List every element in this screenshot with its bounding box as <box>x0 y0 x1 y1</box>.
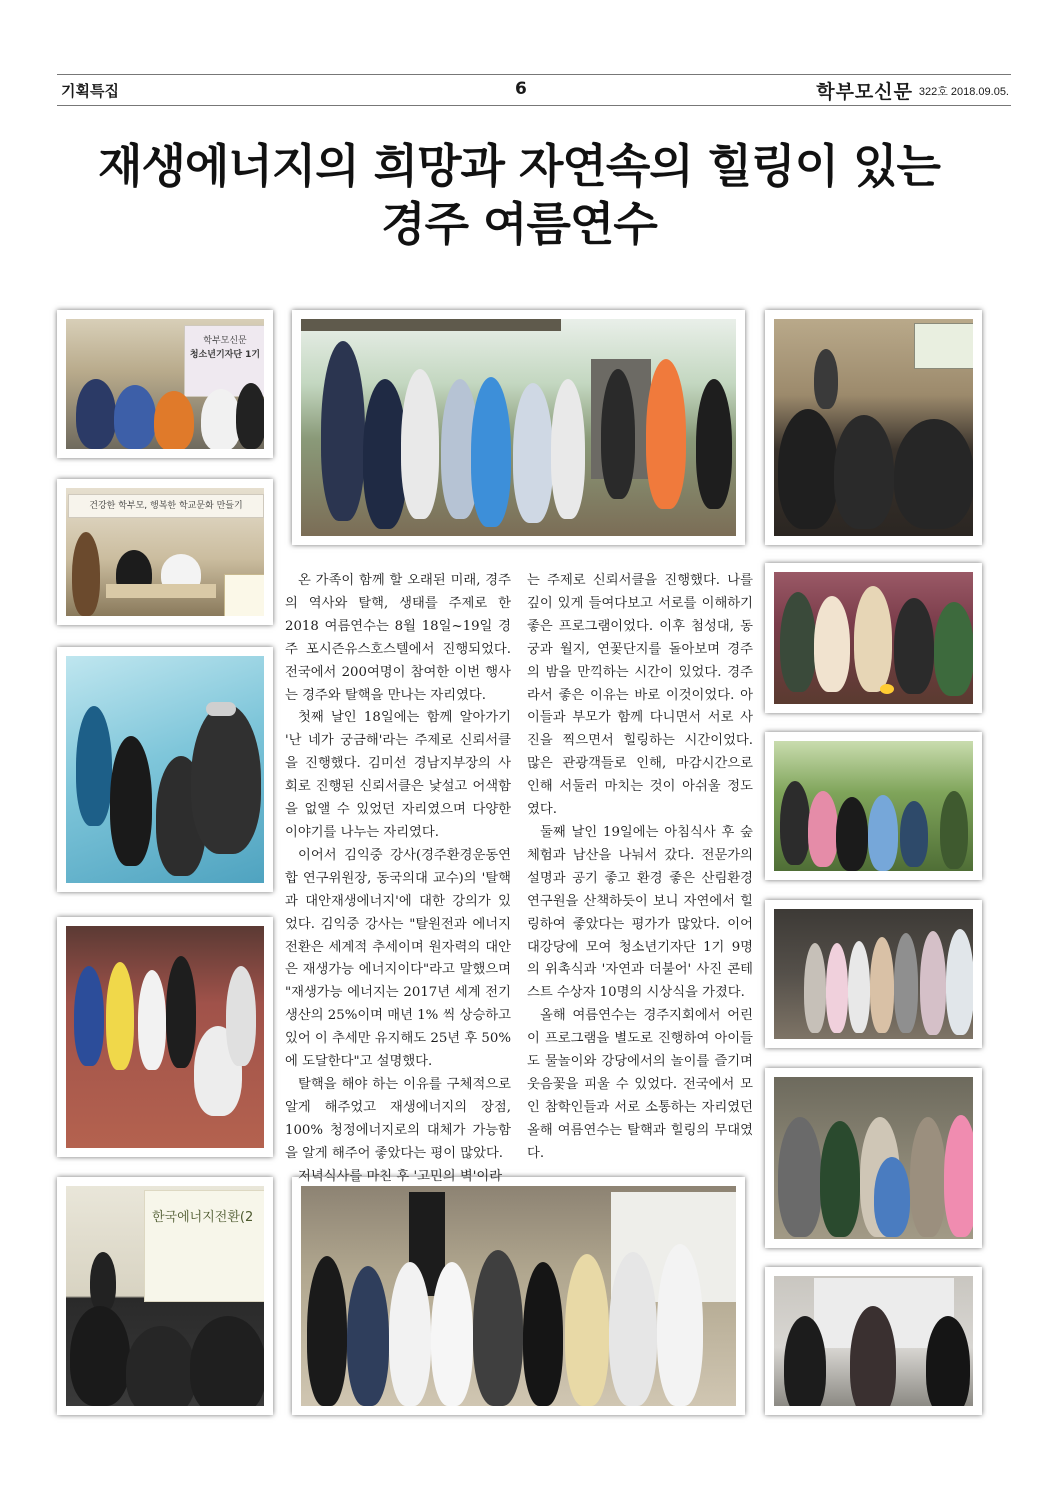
col1-paragraph-3: 이어서 김익중 강사(경주환경운동연합 연구위원장, 동국의대 교수)의 '탈핵과 대안재생에너지'에 대한 강의가 있었다. 김익중 강사는 "탈원전과 에너지전환은 세계적 추세이며 원자력의 대안은 재생가능 에너지이다"라고 말했으며 "재생가능 에너지는 2017년 세계 전기생산의 25%이며 매년 1% 씩 상승하고 있어 이 추세만 유지해도 25년 후 50%에 도달한다"고 설명했다. <box>285 847 511 1070</box>
col2-paragraph-3: 올해 여름연수는 경주지회에서 어린이 프로그램을 별도로 진행하여 아이들도 물놀이와 강당에서의 놀이를 즐기며 웃음꽃을 피울 수 있었다. 전국에서 모인 참학인들과 서로 소통하는 자리였던 올해 여름연수는 탈핵과 힐링의 무대였다. <box>527 1008 753 1161</box>
banner-reporter-title: 청소년기자단 1기 <box>189 350 261 360</box>
headline-line-1: 재생에너지의 희망과 자연속의 힐링이 있는 <box>98 139 940 193</box>
photo-center-stretching <box>292 310 745 545</box>
col2-paragraph-2: 둘째 날인 19일에는 아침식사 후 숲체험과 남산을 나눠서 갔다. 전문가의 설명과 공기 좋고 환경 좋은 산림환경연구원을 산책하듯이 보니 자연에서 힐링하여 좋았다는 평가가 많았다. 이어 대강당에 모여 청소년기자단 1기 9명의 위촉식과 '자연과 더불어' 사진 콘테스트 수상자 10명의 시상식을 가졌다. <box>527 824 753 1001</box>
col1-paragraph-2: 첫째 날인 18일에는 함께 알아가기 '난 네가 궁금해'라는 주제로 신뢰서클을 진행했다. 김미선 경남지부장의 사회로 진행된 신뢰서클은 낯설고 어색함을 없앨 수 있었던 자리였으며 다양한 이야기를 나누는 자리였다. <box>285 710 511 840</box>
photo-left-1 <box>57 310 273 458</box>
photo-right-5 <box>765 1068 982 1248</box>
page-number: 6 <box>515 79 527 99</box>
section-label: 기획특집 <box>61 82 119 100</box>
col1-paragraph-5: 저녁식사를 마친 후 '고민의 벽'이라 <box>298 1168 503 1184</box>
article-column-2 <box>527 570 753 1166</box>
photo-left-4 <box>57 917 273 1157</box>
col1-paragraph-1: 온 가족이 함께 할 오래된 미래, 경주의 역사와 탈핵, 생태를 주제로 한 2018 여름연수는 8월 18일~19일 경주 포시즌유스호스텔에서 진행되었다. 전국에서 200여명이 참여한 이번 행사는 경주와 탈핵을 만나는 자리였다. <box>285 573 511 703</box>
banner-newspaper-name: 학부모신문 <box>203 336 247 346</box>
masthead-logo: 학부모신문 <box>816 81 913 103</box>
headline-line-2: 경주 여름연수 <box>381 197 657 251</box>
banner-school-culture: 건강한 학부모, 행복한 학교문화 만들기 <box>68 494 264 518</box>
photo-left-2 <box>57 479 273 625</box>
photo-right-2 <box>765 563 982 713</box>
article-column-1 <box>285 570 511 1188</box>
issue-info: 322호 2018.09.05. <box>918 86 1009 98</box>
page-header <box>57 74 1011 106</box>
photo-left-3 <box>57 647 273 892</box>
photo-center-ceremony <box>292 1177 745 1415</box>
article-headline <box>60 137 978 253</box>
photo-right-3 <box>765 732 982 880</box>
col2-paragraph-1: 는 주제로 신뢰서클을 진행했다. 나를 깊이 있게 들여다보고 서로를 이해하기 좋은 프로그램이었다. 이후 첨성대, 동궁과 월지, 연꽃단지를 돌아보며 경주의 밤을 만끽하는 시간이 있었다. 경주라서 좋은 이유는 바로 이것이었다. 아이들과 부모가 함께 다니면서 서로 사진을 찍으면서 힐링하는 시간이었다. 많은 관광객들로 인해, 마감시간으로 인해 서둘러 마치는 것이 아쉬울 정도였다. <box>527 573 753 818</box>
photo-left-5 <box>57 1177 273 1415</box>
photo-right-6 <box>765 1267 982 1415</box>
col1-paragraph-4: 탈핵을 해야 하는 이유를 구체적으로 알게 해주었고 재생에너지의 장점, 100% 청정에너지로의 대체가 가능함을 알게 해주어 좋았다는 평이 많았다. <box>285 1076 511 1161</box>
slide-title: 한국에너지전환(2 <box>152 1210 254 1225</box>
photo-right-4 <box>765 900 982 1048</box>
photo-right-1 <box>765 310 982 545</box>
